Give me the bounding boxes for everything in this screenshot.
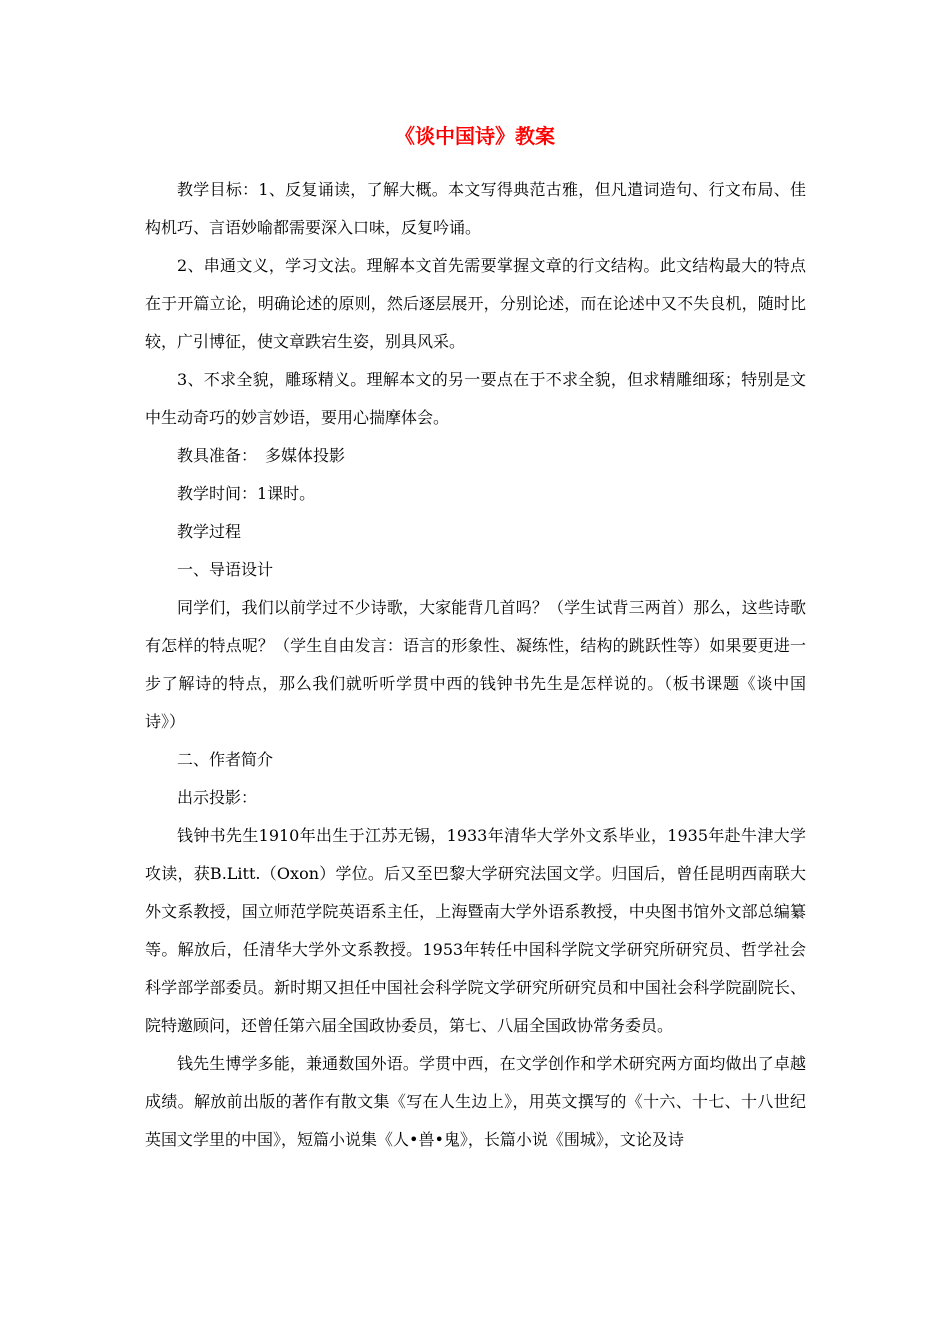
- paragraph-objective-1: 教学目标：1、反复诵读，了解大概。本文写得典范古雅，但凡遣词造句、行文布局、佳构机巧、言语妙喻都需要深入口味，反复吟诵。: [145, 180, 806, 237]
- paragraph-teaching-process: 教学过程: [177, 522, 242, 541]
- document-title: 《谈中国诗》教案: [395, 124, 555, 148]
- document-body: [145, 171, 806, 1159]
- paragraph-introduction: 同学们，我们以前学过不少诗歌，大家能背几首吗？（学生试背三两首）那么，这些诗歌有怎样的特点呢？（学生自由发言：语言的形象性、凝练性，结构的跳跃性等）如果要更进一步了解诗的特点，那么我们就听听学贯中西的钱钟书先生是怎样说的。（板书课题《谈中国诗》）: [145, 598, 806, 731]
- paragraph-teaching-aids: 教具准备： 多媒体投影: [177, 446, 346, 465]
- paragraph-author-works: 钱先生博学多能，兼通数国外语。学贯中西，在文学创作和学术研究两方面均做出了卓越成绩。解放前出版的著作有散文集《写在人生边上》，用英文撰写的《十六、十七、十八世纪英国文学里的中国》，短篇小说集《人•兽•鬼》，长篇小说《围城》，文论及诗: [145, 1054, 806, 1149]
- paragraph-author-bio: 钱钟书先生1910年出生于江苏无锡，1933年清华大学外文系毕业，1935年赴牛津大学攻读，获B.Litt.（Oxon）学位。后又至巴黎大学研究法国文学。归国后，曾任昆明西南联大外文系教授，国立师范学院英语系主任，上海暨南大学外语系教授，中央图书馆外文部总编纂等。解放后，任清华大学外文系教授。1953年转任中国科学院文学研究所研究员、哲学社会科学部学部委员。新时期又担任中国社会科学院文学研究所研究员和中国社会科学院副院长、院特邀顾问，还曾任第六届全国政协委员，第七、八届全国政协常务委员。: [145, 826, 806, 1035]
- paragraph-objective-2: 2、串通文义，学习文法。理解本文首先需要掌握文章的行文结构。此文结构最大的特点在于开篇立论，明确论述的原则，然后逐层展开，分别论述，而在论述中又不失良机，随时比较，广引博征，使文章跌宕生姿，别具风采。: [145, 256, 806, 351]
- paragraph-teaching-time: 教学时间：1课时。: [177, 484, 316, 503]
- section-heading-introduction: 一、导语设计: [177, 560, 274, 579]
- paragraph-show-projection: 出示投影：: [177, 788, 258, 807]
- paragraph-objective-3: 3、不求全貌，雕琢精义。理解本文的另一要点在于不求全貌，但求精雕细琢；特别是文中生动奇巧的妙言妙语，要用心揣摩体会。: [145, 370, 806, 427]
- section-heading-author: 二、作者简介: [177, 750, 274, 769]
